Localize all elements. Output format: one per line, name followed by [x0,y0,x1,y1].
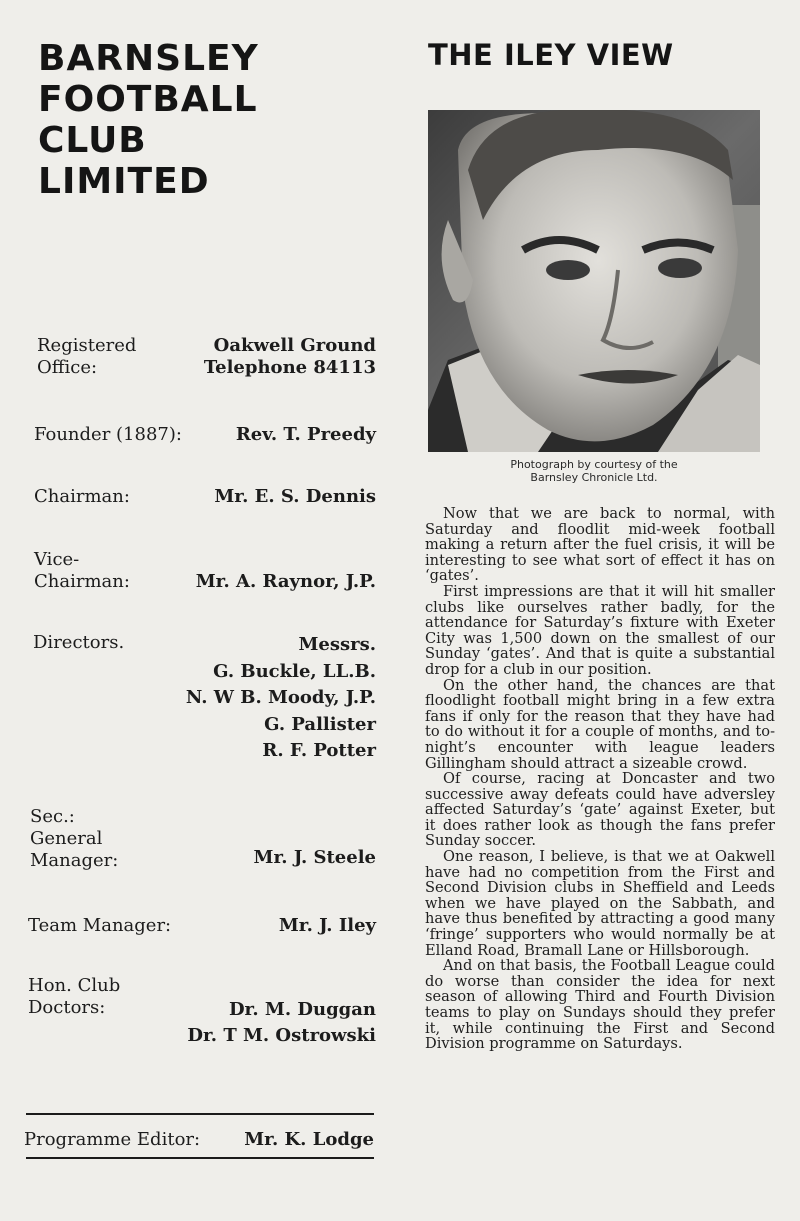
director-name: G. Buckle, LL.B. [213,660,376,682]
chairman-row [30,486,376,510]
article-body [425,506,775,1052]
chairman-label: Chairman: [34,486,130,507]
article-paragraph: First impressions are that it will hit smaller clubs like ourselves rather badly, for the attendance for Saturday’s fixture with Exeter City was 1,500 down on the smallest of our Sunday ‘gates’. And that is quite a substantial drop for a club in our position. [425,582,775,678]
label-line: Sec.: [30,806,75,827]
club-name-line: LIMITED [38,161,210,202]
founder-value: Rev. T. Preedy [235,424,376,445]
registered-office-row [30,335,376,385]
label-line: Registered [37,335,137,356]
doctor-name: Dr. M. Duggan [228,999,376,1020]
directors-list [186,632,376,765]
director-name: R. F. Potter [262,740,376,761]
portrait-image [428,110,760,452]
chairman-value: Mr. E. S. Dennis [214,486,376,507]
label-line: Office: [37,357,98,378]
article-paragraph: On the other hand, the chances are that floodlight football might bring in a few extra fans if only for the reason that they have had to do without it for a couple of months, and to-night’s encounter with league leaders Gillingham should attract a sizeable crowd. [425,676,775,772]
director-name: G. Pallister [264,713,376,735]
article-paragraph: Of course, racing at Doncaster and two successive away defeats could have adversley affected Saturday’s ‘gate’ against Exeter, but it does rather look as though the fans prefer Sunday soccer. [425,770,775,850]
vice-chairman-label [34,549,130,593]
doctors-label [28,975,120,1019]
registered-office-label [37,335,136,379]
programme-editor-row [24,1129,374,1153]
secretary-label [30,806,118,872]
value-line: Oakwell Ground [213,335,376,356]
programme-editor-value: Mr. K. Lodge [244,1129,374,1150]
label-line: Chairman: [34,571,130,592]
secretary-value: Mr. J. Steele [253,847,376,868]
manager-portrait-photo [428,110,760,452]
club-name [38,38,259,202]
photo-caption [428,458,760,484]
caption-line: Barnsley Chronicle Ltd. [530,471,658,484]
club-name-line: CLUB [38,120,147,161]
directors-label: Directors. [33,632,125,653]
secretary-row [30,806,376,872]
team-manager-value: Mr. J. Iley [278,915,376,936]
editor-bottom-rule [26,1157,374,1159]
team-manager-row [30,915,376,939]
label-line: Vice- [34,549,80,570]
club-name-line: BARNSLEY [38,38,259,79]
programme-editor-label: Programme Editor: [24,1129,201,1150]
caption-line: Photograph by courtesy of the [510,458,678,471]
value-line: Telephone 84113 [203,357,376,378]
article-paragraph: Now that we are back to normal, with Saturday and floodlit mid-week football making a return after the fuel crisis, it will be interesting to see what sort of effect it has on ‘gates’. [425,505,775,585]
doctor-name: Dr. T M. Ostrowski [187,1025,376,1046]
article-paragraph: One reason, I believe, is that we at Oakwell have had no competition from the First and Second Division clubs in Sheffield and Leeds when we have played on the Sabbath, and have thus benefited by attracting a good many ‘fringe’ supporters who would normally be at Elland Road, Bramall Lane or Hillsborough. [425,848,775,959]
label-line: General [30,828,103,849]
label-line: Manager: [30,850,119,871]
label-line: Doctors: [28,997,106,1018]
director-name: N. W B. Moody, J.P. [185,687,376,708]
article-paragraph: And on that basis, the Football League could do worse than consider the idea for next season of allowing Third and Fourth Division teams to play on Sundays should they prefer it, while continuing the First and Second Division programme on Saturdays. [425,957,775,1053]
label-line: Hon. Club [28,975,121,996]
vice-chairman-row [30,549,376,595]
registered-office-value [204,335,376,379]
doctors-list [187,997,376,1049]
club-name-line: FOOTBALL [38,79,258,120]
founder-label: Founder (1887): [34,424,182,445]
directors-row [30,632,376,764]
editor-top-rule [26,1113,374,1115]
doctors-row [30,975,376,1047]
team-manager-label: Team Manager: [28,915,172,936]
founder-row [30,424,376,448]
director-name: Messrs. [298,634,376,655]
vice-chairman-value: Mr. A. Raynor, J.P. [195,571,376,592]
article-title: THE ILEY VIEW [428,38,674,72]
